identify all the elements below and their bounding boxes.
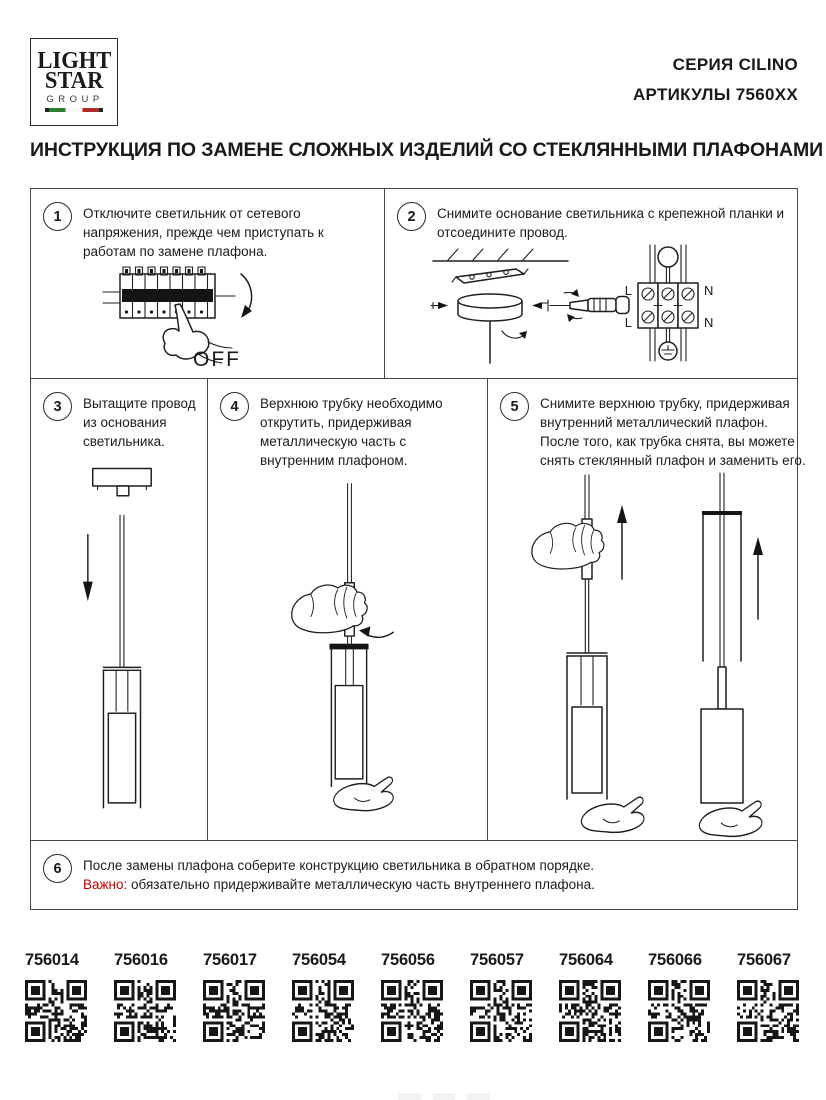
open-hand-icon [699, 801, 762, 836]
arrow-left-curved-icon [359, 626, 393, 637]
italian-flag-bar [45, 108, 103, 112]
terminal-label-N-top: N [704, 282, 714, 298]
pendant-lamp [103, 667, 140, 807]
step-6-cell [31, 841, 797, 909]
lamp-base-canopy [458, 294, 522, 321]
arrow-hook-icon [502, 331, 527, 339]
qr-code [292, 980, 354, 1042]
qr-code [114, 980, 176, 1042]
terminal-block [625, 245, 714, 361]
article-number: 756057 [470, 951, 524, 969]
article-item [25, 951, 89, 1042]
article-number: 756067 [737, 951, 791, 969]
steps-table [30, 188, 806, 910]
qr-code [737, 980, 799, 1042]
article-item [648, 951, 712, 1042]
article-number: 756017 [203, 951, 257, 969]
article-number: 756066 [648, 951, 702, 969]
article-item [203, 951, 267, 1042]
article-number: 756016 [114, 951, 168, 969]
step-2-illustration [418, 243, 768, 365]
step-2-cell [384, 189, 797, 378]
article-item [470, 951, 534, 1042]
articles-label: АРТИКУЛЫ 7560XX [632, 85, 798, 104]
page-title: ИНСТРУКЦИЯ ПО ЗАМЕНЕ СЛОЖНЫХ ИЗДЕЛИЙ СО СТЕКЛЯННЫМИ ПЛАФОНАМИ [30, 139, 824, 161]
step-3-illustration [43, 452, 199, 834]
steps-row-1 [31, 189, 797, 379]
qr-code [559, 980, 621, 1042]
cable [585, 475, 589, 519]
qr-code [203, 980, 265, 1042]
arrow-down-curved-icon [241, 274, 252, 318]
open-hand-icon [334, 777, 394, 811]
important-label: Важно: [83, 876, 128, 892]
open-hand-icon [581, 797, 644, 832]
qr-code [470, 980, 532, 1042]
screw-right-icon [532, 300, 548, 311]
lightstar-logo [30, 38, 118, 126]
arrow-up-icon [617, 505, 627, 579]
cable [720, 473, 724, 667]
step-1-cell [31, 189, 384, 378]
screw-left-icon [431, 302, 448, 309]
off-label: OFF [192, 347, 241, 371]
step-3-text: Вытащите провод из основания светильника. [83, 396, 196, 449]
lamp-with-tube [532, 475, 644, 832]
step-1-illustration [95, 262, 325, 382]
step-4-cell [207, 379, 487, 840]
step-1-text: Отключите светильник от сетевого напряжения, прежде чем приступать к работам по замене плафона. [83, 206, 324, 259]
articles-list [25, 951, 801, 1042]
glass-tube-raised [702, 511, 742, 661]
pendant-lamp [330, 643, 369, 786]
steps-row-3 [31, 841, 797, 909]
article-item [737, 951, 801, 1042]
qr-code [381, 980, 443, 1042]
screwdriver-icon [550, 289, 629, 322]
gripping-hand-icon [532, 523, 604, 569]
terminal-label-L-bottom: L [624, 314, 632, 330]
step-4-text: Верхнюю трубку необходимо открутить, придерживая металлическую часть с внутренним плафоном. [260, 396, 443, 468]
step-4-number: 4 [220, 392, 249, 421]
step-4-illustration [220, 471, 479, 843]
logo-word-light: LIGHT [37, 47, 111, 74]
header-series-block [633, 50, 798, 110]
step-2-number: 2 [397, 202, 426, 231]
article-number: 756014 [25, 951, 79, 969]
circuit-breaker-panel [103, 267, 235, 318]
step-5-number: 5 [500, 392, 529, 421]
article-number: 756054 [292, 951, 346, 969]
arrow-down-icon [83, 534, 93, 600]
footer-cropped-text [398, 1093, 490, 1100]
qr-code [25, 980, 87, 1042]
article-item [114, 951, 178, 1042]
step-3-number: 3 [43, 392, 72, 421]
article-item [292, 951, 356, 1042]
step-5-illustration [500, 471, 806, 843]
lamp-tube-removed [699, 473, 763, 836]
earth-symbol [659, 342, 677, 360]
ceiling-and-canopy [431, 249, 629, 363]
rod [718, 667, 726, 709]
steps-row-2 [31, 379, 806, 841]
gripping-hand-icon [292, 585, 367, 633]
canopy-removed [93, 468, 152, 495]
logo-word-group: GROUP [46, 94, 104, 106]
step-1-number: 1 [43, 202, 72, 231]
step-6-text: После замены плафона соберите конструкцию светильника в обратном порядке. Важно: обязательно придерживайте металлическую часть внутреннего плафона. [83, 858, 595, 892]
cable [120, 515, 124, 667]
breaker-switch-band [122, 289, 213, 302]
step-5-text: Снимите верхнюю трубку, придерживая внутренний металлический плафон. После того, как трубка снята, вы можете снять стеклянный плафон и заменить его. [540, 396, 806, 468]
mounting-bracket [452, 269, 528, 283]
arrow-up-icon [753, 537, 763, 619]
qr-code [648, 980, 710, 1042]
pendant-lamp [567, 653, 607, 799]
inner-metal-shade [701, 709, 743, 803]
step-2-text: Снимите основание светильника с крепежной планки и отсоедините провод. [437, 206, 785, 240]
article-item [559, 951, 623, 1042]
article-number: 756064 [559, 951, 613, 969]
article-item [381, 951, 445, 1042]
cable [348, 483, 352, 586]
terminal-label-N-bottom: N [704, 314, 714, 330]
step-5-cell [487, 379, 814, 840]
logo-word-star: STAR [44, 67, 104, 94]
step-6-number: 6 [43, 854, 72, 883]
article-number: 756056 [381, 951, 435, 969]
step-3-cell [31, 379, 207, 840]
terminal-label-L-top: L [624, 282, 632, 298]
series-name: СЕРИЯ CILINO [672, 55, 798, 74]
